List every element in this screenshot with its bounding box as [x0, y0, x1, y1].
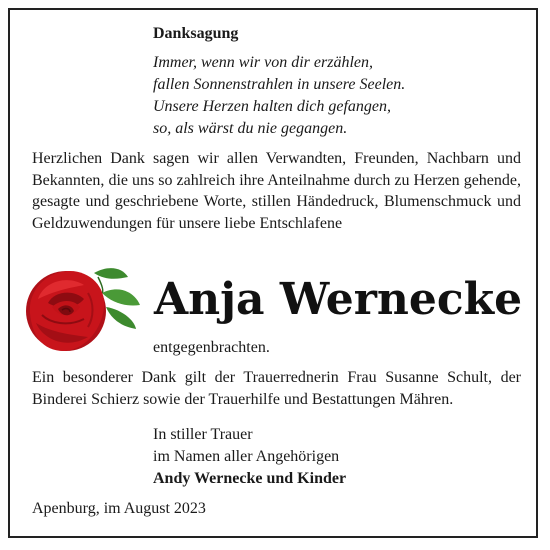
- deceased-name: Anja Wernecke: [154, 274, 523, 325]
- thanks-heading: Danksagung: [153, 25, 239, 42]
- thanks-paragraph: Herzlichen Dank sagen wir allen Verwandten, Freunden, Nachbarn und Bekannten, die uns so zahlreich ihre Anteilnahme durch zu Herzen gehende, gesagte und geschriebene Worte, stillen Händedruck, Blumenschmuck und Geldzuwendungen für unsere liebe Entschlafene: [32, 150, 521, 232]
- rose-icon: [22, 263, 148, 355]
- signature: Andy Wernecke und Kinder: [153, 470, 347, 487]
- place-date: Apenburg, im August 2023: [32, 500, 206, 517]
- poem-line: Unsere Herzen halten dich gefangen,: [153, 98, 392, 115]
- closing-block: [153, 424, 346, 490]
- poem-line: Immer, wenn wir von dir erzählen,: [153, 54, 373, 71]
- brought-text: entgegenbrachten.: [153, 339, 270, 356]
- poem-line: so, als wärst du nie gegangen.: [153, 120, 348, 137]
- poem-line: fallen Sonnenstrahlen in unsere Seelen.: [153, 76, 406, 93]
- closing-line: im Namen aller Angehörigen: [153, 448, 340, 465]
- poem: [153, 52, 405, 140]
- special-thanks-paragraph: Ein besonderer Dank gilt der Trauerrednerin Frau Susanne Schult, der Binderei Schierz sowie der Trauerhilfe und Bestattungen Mähren.: [32, 369, 521, 408]
- closing-line: In stiller Trauer: [153, 426, 253, 443]
